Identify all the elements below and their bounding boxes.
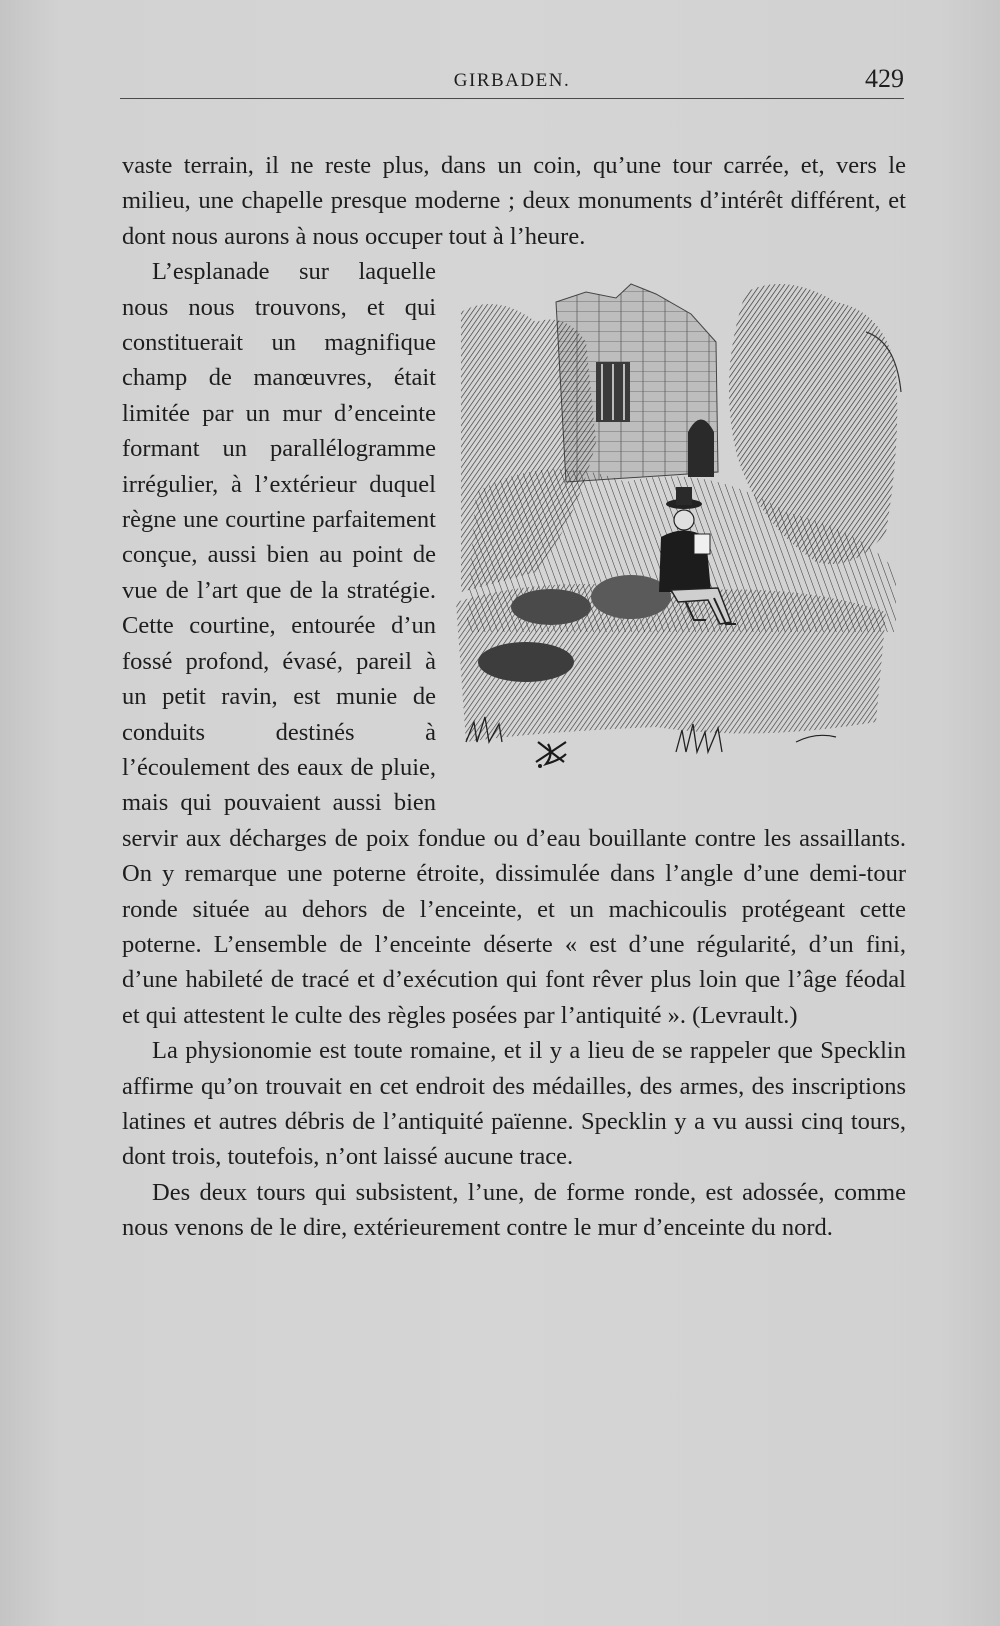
running-title: GIRBADEN. — [453, 70, 571, 91]
paragraph: L’esplanade sur laquelle nous nous trouvons, et qui constituerait un magnifique champ de manœuvres, était limitée par un mur d’enceinte formant un parallélogramme irrégulier, à l’extérieur duquel règne une courtine parfaitement conçue, aussi bien au point de vue de l’art que de la stratégie. Cette courtine, entourée d’un fossé profond, évasé, pareil à un petit ravin, est munie de conduits destinés à l’écoulement des eaux de pluie, mais qui pouvaient aussi bien servir aux décharges de poix fondue ou d’eau bouillante contre les assaillants. On y remarque une poterne étroite, dissimulée dans l’angle d’une demi-tour ronde située au dehors de l’enceinte, et un machicoulis protégeant cette poterne. L’ensemble de l’enceinte déserte « est d’une régularité, d’un fini, d’une habileté de tracé et d’exécution qui font rêver plus loin que l’âge féodal et qui attestent le culte des règles posées par l’antiquité ». (Levrault.) — [122, 258, 906, 1029]
paragraph: vaste terrain, il ne reste plus, dans un coin, qu’une tour carrée, et, vers le milieu, une chapelle presque moderne ; deux monuments d’intérêt différent, et dont nous aurons à nous occuper tout à l’heure. — [122, 152, 906, 250]
engraving-illustration — [456, 272, 906, 802]
artist-monogram-icon — [536, 742, 566, 768]
page-number: 429 — [865, 64, 904, 93]
paragraph: La physionomie est toute romaine, et il y a lieu de se rappeler que Specklin affirme qu’on trouvait en cet endroit des médailles, des armes, des inscriptions latines et autres débris de l’antiquité païenne. Specklin y a vu aussi cinq tours, dont trois, toutefois, n’ont laissé aucune trace. — [122, 1037, 906, 1171]
body-text — [122, 148, 906, 1246]
ruins-engraving — [456, 272, 906, 802]
paragraph: Des deux tours qui subsistent, l’une, de forme ronde, est adossée, comme nous venons de le dire, extérieurement contre le mur d’enceinte du nord. — [122, 1178, 906, 1242]
page-header — [120, 62, 904, 99]
